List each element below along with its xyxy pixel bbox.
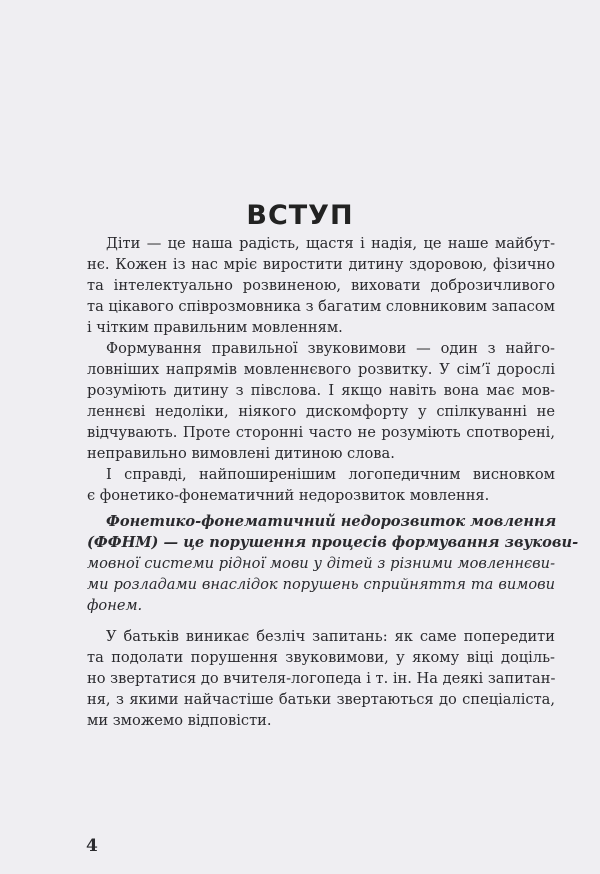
text-line: ня, з якими найчастіше батьки звертаються до спеціаліста, (87, 691, 555, 708)
text-line: мовної системи рідної мови у дітей з різними мовленнєви- (87, 555, 555, 572)
text-line: Фонетико-фонематичний недорозвиток мовлення (106, 513, 557, 530)
text-line: та подолати порушення звуковимови, у якому віці доціль- (87, 649, 555, 666)
text-line: леннєві недоліки, ніякого дискомфорту у спілкуванні не (87, 403, 555, 420)
text-line: є фонетико-фонематичний недорозвиток мовлення. (87, 487, 490, 504)
page-number: 4 (86, 836, 98, 856)
text-line: відчувають. Проте сторонні часто не розуміють спотворені, (87, 424, 555, 441)
text-line: Формування правильної звуковимови — один з найго- (106, 340, 555, 357)
text-line: і чітким правильним мовленням. (87, 319, 343, 336)
text-line: ми зможемо відповісти. (87, 712, 272, 729)
text-line: но звертатися до вчителя-логопеда і т. ін. На деякі запитан- (87, 670, 556, 687)
text-line: У батьків виникає безліч запитань: як саме попередити (106, 628, 555, 645)
text-line: розуміють дитину з півслова. І якщо навіть вона має мов- (87, 382, 555, 399)
text-line: нє. Кожен із нас мріє виростити дитину здоровою, фізично (87, 256, 555, 273)
text-line: неправильно вимовлені дитиною слова. (87, 445, 395, 462)
text-line: І справді, найпоширенішим логопедичним висновком (106, 466, 555, 483)
text-line: ми розладами внаслідок порушень сприйняття та вимови (87, 576, 555, 593)
text-line: та цікавого співрозмовника з багатим словниковим запасом (87, 298, 555, 315)
text-line: Діти — це наша радість, щастя і надія, це наше майбут- (106, 235, 555, 252)
text-line: ловніших напрямів мовленнєвого розвитку. У сім’ї дорослі (87, 361, 555, 378)
page-title: ВСТУП (246, 200, 354, 231)
text-line: фонем. (87, 597, 143, 614)
text-line: (ФФНМ) — це порушення процесів формування звукови- (87, 534, 579, 551)
text-line: та інтелектуально розвиненою, виховати доброзичливого (87, 277, 555, 294)
